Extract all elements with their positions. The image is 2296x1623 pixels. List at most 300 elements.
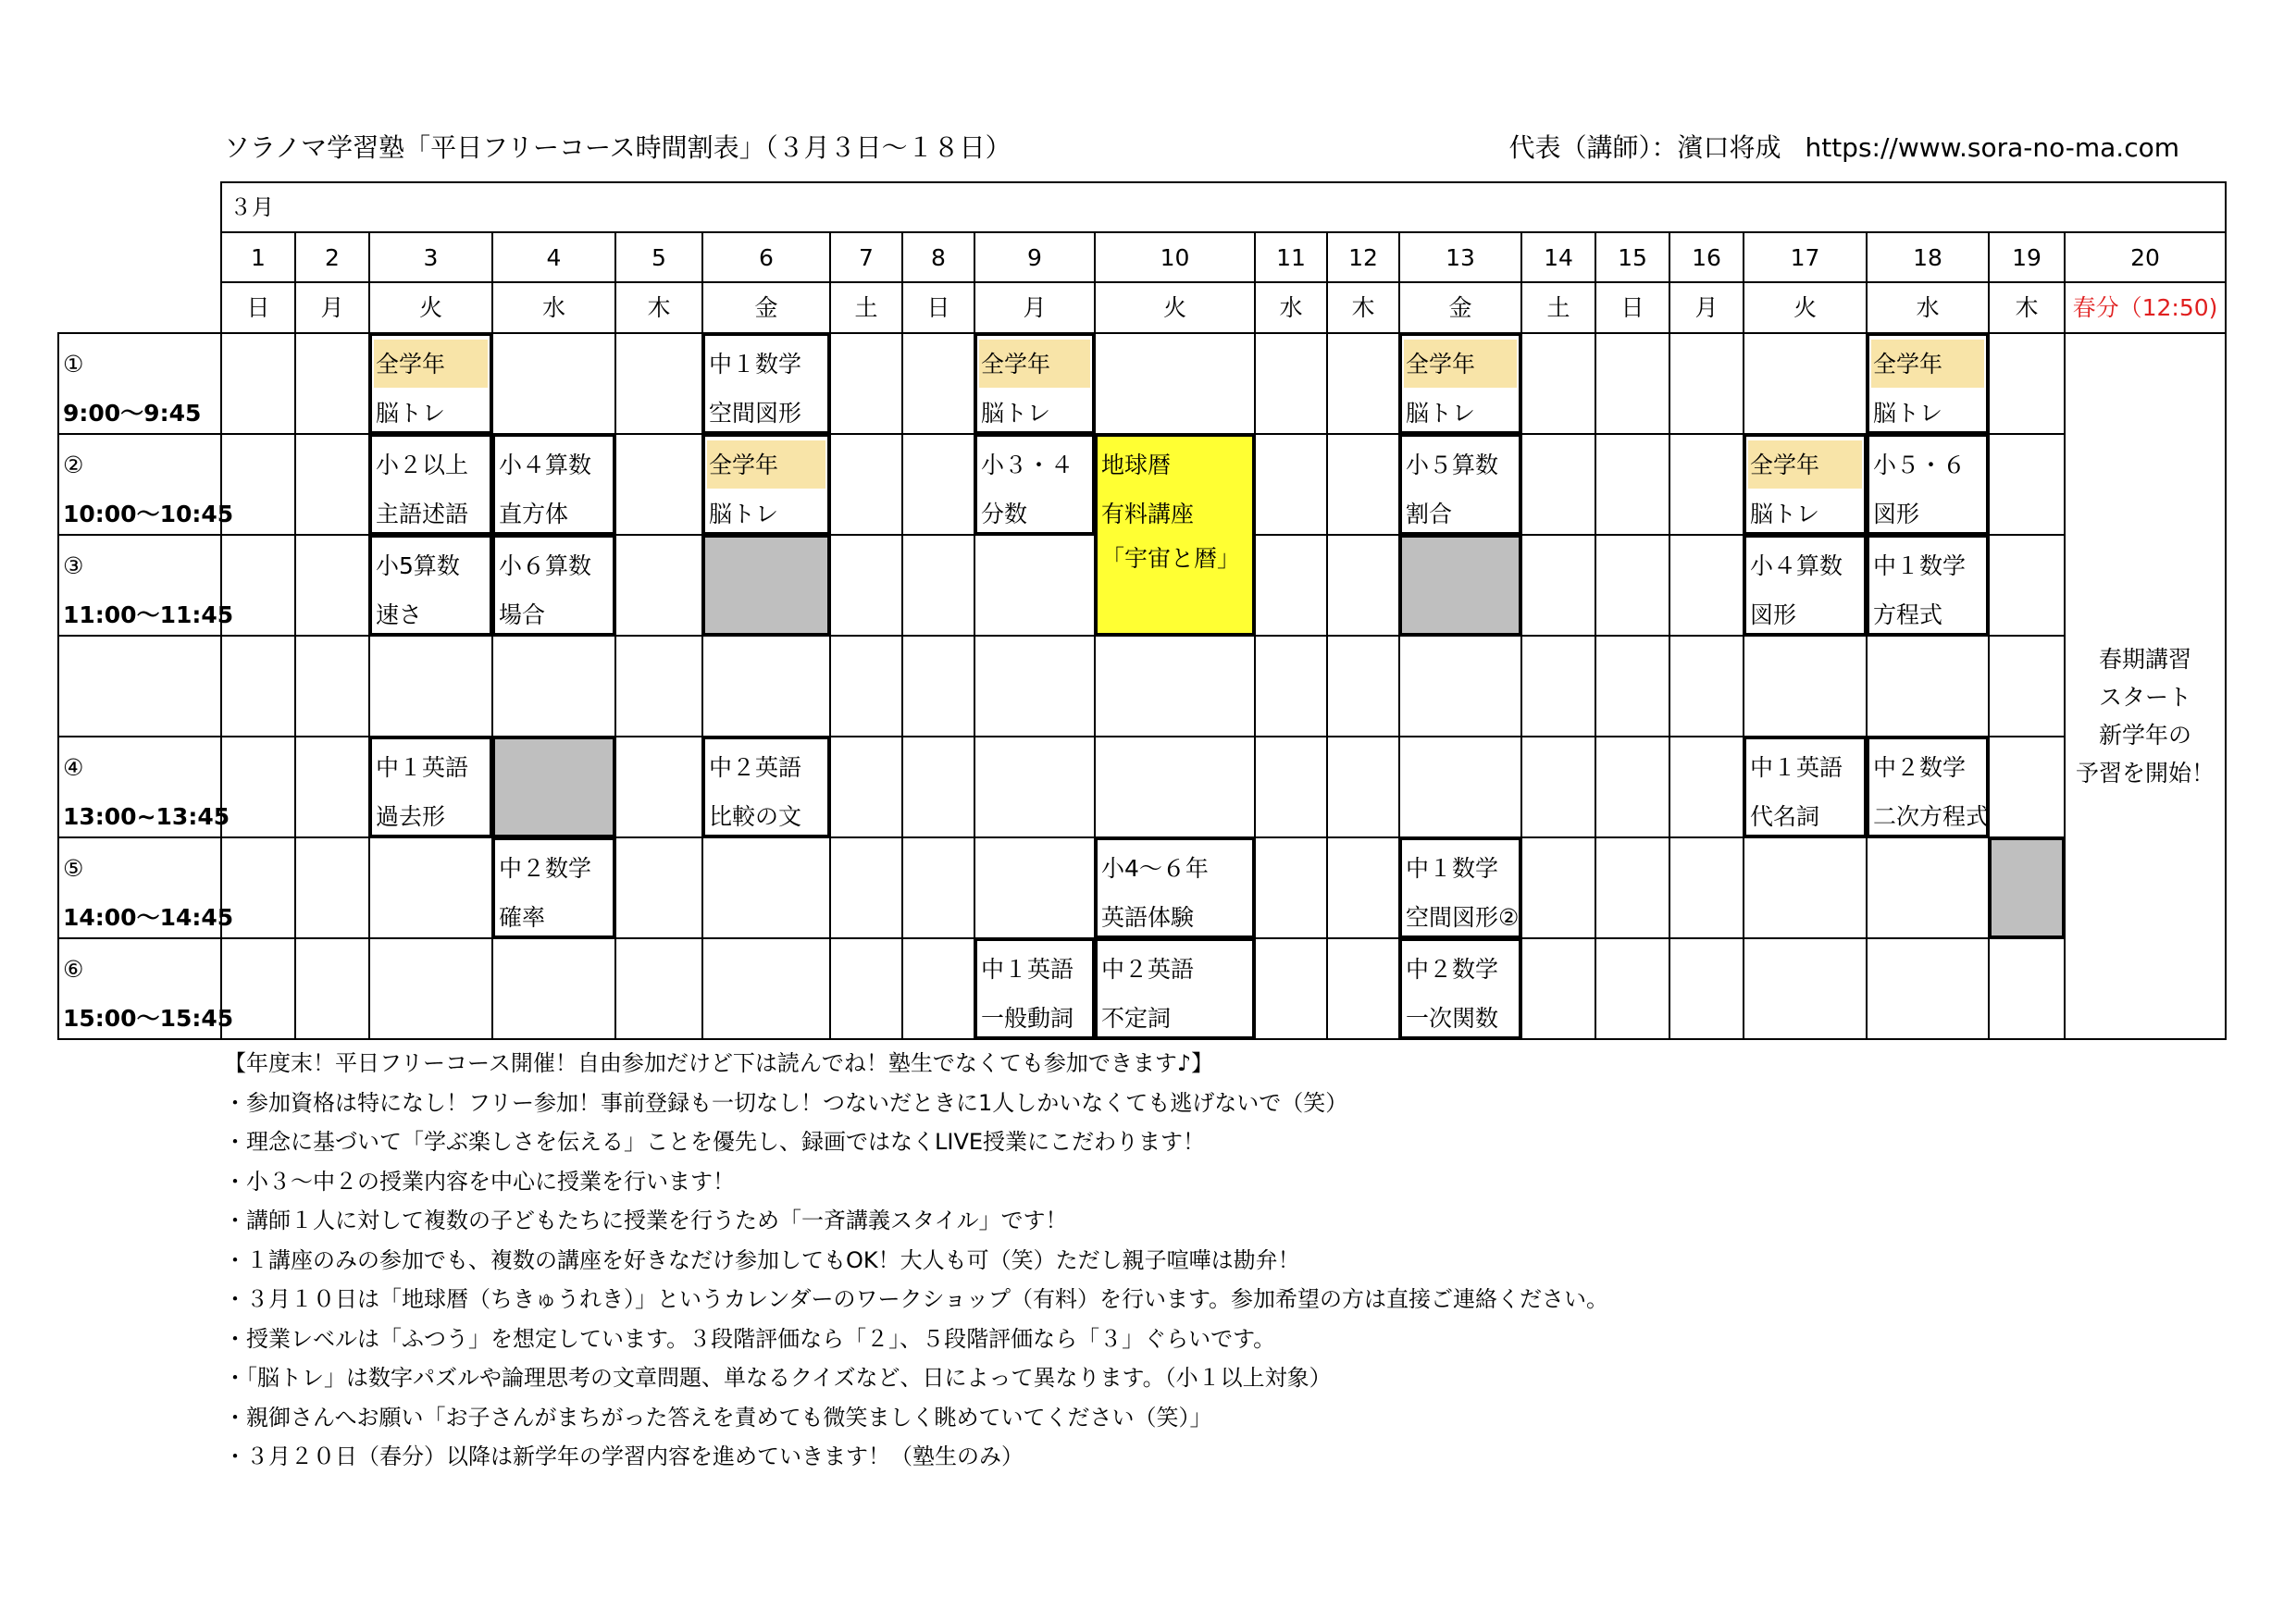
timetable-cell [296,435,370,536]
session-title: 中１数学 [1873,552,1967,579]
day-number-label: 5 [652,243,666,271]
timetable-cell [616,334,703,435]
session-topic: 主語述語 [376,501,469,527]
timetable-cell [1990,637,2066,737]
timetable-cell [1990,939,2066,1040]
timetable-cell [1670,737,1744,838]
timetable-cell [1256,939,1328,1040]
timetable-cell [1868,838,1990,939]
day-number [831,233,903,283]
timetable-cell [903,737,975,838]
timetable-cell [1328,737,1400,838]
timetable-cell [222,334,296,435]
day-number [1744,233,1868,283]
session-topic: 英語体験 [1101,904,1195,931]
timetable-cell [296,334,370,435]
session-topic: 「宇宙と暦」 [1101,545,1241,572]
class-session[interactable] [1866,736,1990,838]
day-number-label: 13 [1446,243,1475,271]
weekday [1522,283,1596,334]
class-session[interactable] [491,534,616,637]
session-topic: 空間図形 [709,400,802,427]
period-time: 11:00〜11:45 [63,601,234,628]
weekday-label: 月 [320,294,344,321]
timetable-cell [975,536,1096,637]
session-topic: 過去形 [376,803,446,830]
class-session[interactable] [491,836,616,939]
timetable-cell [1328,838,1400,939]
timetable-cell [1744,334,1868,435]
timetable-cell [616,737,703,838]
timetable-cell [831,737,903,838]
timetable-cell [1990,435,2066,536]
session-topic: 速さ [376,601,423,628]
timetable-cell [1522,334,1596,435]
timetable-cell [1256,737,1328,838]
session-topic: 有料講座 [1101,501,1195,527]
day-number-label: 10 [1160,243,1190,271]
class-session[interactable] [1094,836,1256,939]
timetable-cell [296,939,370,1040]
session-topic: 脳トレ [981,400,1051,427]
timetable-cell [1670,536,1744,637]
period-label-cell [57,435,234,536]
day-number-label: 9 [1027,243,1042,271]
weekday-label: 木 [1351,294,1375,321]
day-number [1522,233,1596,283]
timetable-cell [1596,939,1670,1040]
class-session[interactable] [701,736,831,838]
timetable-cell [222,838,296,939]
class-session[interactable] [1398,332,1522,435]
class-session[interactable] [1866,433,1990,536]
day-number-label: 6 [759,243,774,271]
weekday-label: 日 [246,294,270,321]
session-title: 小２以上 [376,452,469,478]
spring-start-note [2066,334,2227,1040]
month-label: ３月 [230,194,274,220]
timetable-cell [296,838,370,939]
period-number: ⑤ [63,855,84,882]
day-number [975,233,1096,283]
timetable-cell [903,334,975,435]
period-number: ③ [63,552,84,579]
timetable-cell [1596,536,1670,637]
session-title: 中１英語 [981,956,1074,983]
period-time: 10:00〜10:45 [63,501,234,527]
day-number-label: 17 [1790,243,1820,271]
session-topic: 図形 [1750,601,1797,628]
timetable-cell [1328,637,1400,737]
period-time: 14:00〜14:45 [63,904,234,931]
note-item: ・理念に基づいて「学ぶ楽しさを伝える」ことを優先し、録画ではなくLIVE授業にこだわります！ [224,1129,1206,1155]
timetable-cell [1670,939,1744,1040]
timetable-cell [975,737,1096,838]
weekday-label: 木 [647,294,671,321]
period-label-cell [57,737,230,838]
class-session[interactable] [1094,937,1256,1040]
timetable-cell [1328,536,1400,637]
timetable-cell [222,939,296,1040]
timetable-cell [296,737,370,838]
note-item: ・講師１人に対して複数の子どもたちに授業を行うため「一斉講義スタイル」です！ [224,1208,1068,1233]
note-item: ・小３〜中２の授業内容を中心に授業を行います！ [224,1168,735,1195]
weekday-label: 木 [2015,294,2039,321]
weekday-label: 日 [926,294,950,321]
weekday-label: 春分（12:50) [2072,294,2218,321]
session-topic: 場合 [499,601,546,628]
session-topic: 分数 [981,501,1028,527]
session-title: 地球暦 [1101,452,1172,478]
timetable-cell [222,737,296,838]
weekday-label: 水 [1916,294,1940,321]
session-topic: 二次方程式 [1873,803,1990,830]
weekday [1096,283,1256,334]
weekday [1990,283,2066,334]
unavailable-slot [1398,534,1522,637]
weekday-label: 土 [854,294,878,321]
class-session[interactable] [1743,736,1868,838]
timetable-cell [222,435,296,536]
session-topic: 一般動詞 [981,1005,1074,1032]
spring-note-line: 予習を開始！ [2075,760,2215,787]
session-title: 全学年 [1750,452,1820,478]
timetable-cell [616,435,703,536]
day-number [1096,233,1256,283]
weekday-label: 火 [418,294,442,321]
day-number [703,233,831,283]
class-session[interactable] [368,534,493,637]
session-topic: 脳トレ [1750,501,1820,527]
note-item: ・３月２０日（春分）以降は新学年の学習内容を進めていきます！（塾生のみ） [224,1443,1024,1469]
timetable-cell [1256,637,1328,737]
day-number-label: 18 [1913,243,1942,271]
class-session[interactable] [701,433,831,536]
session-topic: 一次関数 [1406,1005,1499,1032]
day-number [1256,233,1328,283]
day-number [222,233,296,283]
weekday-label: 土 [1546,294,1570,321]
timetable-cell [1328,939,1400,1040]
weekday-label: 火 [1793,294,1817,321]
timetable-cell [1744,637,1868,737]
session-title: 小４算数 [1750,552,1843,579]
weekday [370,283,493,334]
session-topic: 脳トレ [1406,400,1476,427]
period-time: 15:00〜15:45 [63,1005,234,1032]
class-session[interactable] [1398,433,1522,536]
session-title: 小６算数 [499,552,592,579]
timetable-cell [903,536,975,637]
session-topic: 図形 [1873,501,1920,527]
session-topic: 脳トレ [1873,400,1943,427]
session-title: 小４算数 [499,452,592,478]
timetable-cell [831,637,903,737]
timetable-cell [1868,939,1990,1040]
day-number [1596,233,1670,283]
session-title: 中２数学 [1406,956,1499,983]
timetable-cell [903,435,975,536]
session-title: 小５算数 [1406,452,1499,478]
session-title: 中１英語 [1750,754,1843,781]
note-item: ・授業レベルは「ふつう」を想定しています。３段階評価なら「２」、５段階評価なら「３」ぐらいです。 [224,1325,1276,1352]
timetable-cell [296,637,370,737]
note-item: ・１講座のみの参加でも、複数の講座を好きなだけ参加してもOK！大人も可（笑）ただし親子喧嘩は勘弁！ [224,1246,1300,1273]
class-session[interactable] [491,433,616,536]
day-number-label: 8 [931,243,946,271]
class-session[interactable] [1866,534,1990,637]
session-title: 中２数学 [499,855,592,882]
timetable-cell [1400,737,1522,838]
timetable-cell [493,334,616,435]
timetable-cell [831,536,903,637]
weekday [975,283,1096,334]
representative-name: 代表（講師）：濱口将成 [1508,132,1781,163]
session-title: 全学年 [981,351,1051,378]
note-item: ・親御さんへお願い「お子さんがまちがった答えを責めても微笑ましく眺めていてください（笑）」 [224,1404,1212,1431]
timetable-cell [831,939,903,1040]
day-number-label: 12 [1348,243,1378,271]
class-session[interactable] [368,332,493,435]
weekday-label: 水 [541,294,565,321]
timetable-cell [903,637,975,737]
day-number [493,233,616,283]
timetable-cell [1670,435,1744,536]
day-number [1990,233,2066,283]
weekday [1400,283,1522,334]
timetable-cell [1596,737,1670,838]
weekday [1328,283,1400,334]
timetable-cell [703,939,831,1040]
timetable-cell [1670,637,1744,737]
period-label-cell [57,838,234,939]
timetable-cell [831,838,903,939]
class-session[interactable] [368,736,493,838]
day-number [616,233,703,283]
timetable-cell [903,939,975,1040]
session-topic: 確率 [499,904,546,931]
class-session[interactable] [1743,433,1868,536]
timetable-cell [1522,435,1596,536]
class-session[interactable] [974,332,1096,435]
timetable-cell [1328,435,1400,536]
timetable-cell [1400,637,1522,737]
period-number: ④ [63,754,84,781]
day-number [1868,233,1990,283]
weekday [1256,283,1328,334]
class-session[interactable] [974,433,1096,536]
timetable-cell [903,838,975,939]
spring-note-text [2066,640,2225,792]
session-title: 中２英語 [1101,956,1195,983]
weekday [903,283,975,334]
session-title: 全学年 [709,452,779,478]
weekday [493,283,616,334]
class-session[interactable] [1866,332,1990,435]
timetable-cell [1990,536,2066,637]
timetable-cell [1096,334,1256,435]
class-session[interactable] [1398,836,1522,939]
timetable-cell [1744,939,1868,1040]
timetable-cell [1744,838,1868,939]
class-session[interactable] [368,433,493,536]
timetable-cell [222,637,296,737]
period-time: 9:00〜9:45 [63,400,202,427]
day-number [296,233,370,283]
month-header [222,181,2227,233]
period-label-cell [57,334,222,435]
note-item: ・「脳トレ」は数字パズルや論理思考の文章問題、単なるクイズなど、日によって異なります。（小１以上対象） [224,1365,1332,1391]
session-title: 中２英語 [709,754,802,781]
timetable-cell [1868,637,1990,737]
weekday [831,283,903,334]
timetable-cell [703,637,831,737]
session-topic: 直方体 [499,501,569,527]
session-title: 小4〜６年 [1101,855,1209,882]
weekday [1868,283,1990,334]
session-title: 中２数学 [1873,754,1967,781]
timetable-cell [616,637,703,737]
page-title: ソラノマ学習塾「平日フリーコース時間割表」（３月３日〜１８日） [224,132,1011,163]
note-item: ・参加資格は特になし！フリー参加！事前登録も一切なし！つないだときに1人しかいなくても逃げないで（笑） [224,1089,1348,1116]
session-topic: 空間図形② [1406,904,1520,931]
day-number [2066,233,2227,283]
weekday-label: 火 [1162,294,1186,321]
weekday [703,283,831,334]
weekday [2066,283,2227,334]
session-topic: 脳トレ [709,501,779,527]
unavailable-slot [1988,836,2066,939]
weekday-label: 水 [1279,294,1303,321]
timetable-cell [493,939,616,1040]
notes-heading: 【年度末！平日フリーコース開催！自由参加だけど下は読んでね！塾生でなくても参加できます♪】 [224,1050,1214,1076]
class-session[interactable] [1398,937,1522,1040]
timetable-cell [370,939,493,1040]
day-number-label: 14 [1544,243,1573,271]
timetable-cell [975,637,1096,737]
day-number [1670,233,1744,283]
website-url[interactable]: https://www.sora-no-ma.com [1805,132,2179,163]
period-label-cell [57,637,222,737]
timetable-cell [1522,939,1596,1040]
timetable-cell [1596,334,1670,435]
class-session[interactable] [1743,534,1868,637]
session-topic: 割合 [1406,501,1453,527]
day-number [1400,233,1522,283]
unavailable-slot [491,736,616,838]
spring-note-line: 春期講習 [2098,646,2191,673]
class-session[interactable] [974,937,1096,1040]
timetable-cell [616,838,703,939]
class-session[interactable] [701,332,831,435]
timetable-cell [370,838,493,939]
timetable-cell [296,536,370,637]
period-number: ⑥ [63,956,84,983]
timetable-cell [222,536,296,637]
timetable-cell [1990,334,2066,435]
session-title: 全学年 [1406,351,1476,378]
timetable-cell [493,637,616,737]
timetable-cell [1522,637,1596,737]
timetable-cell [1256,435,1328,536]
session-title: 中１数学 [1406,855,1499,882]
timetable-cell [1596,838,1670,939]
timetable-cell [831,435,903,536]
session-topic: 脳トレ [376,400,446,427]
day-number-label: 19 [2012,243,2042,271]
session-topic: 代名詞 [1750,803,1820,830]
weekday-label: 金 [754,294,778,321]
day-number-label: 15 [1618,243,1647,271]
timetable-cell [1522,737,1596,838]
class-session[interactable] [1094,433,1256,637]
notes-list [224,1044,1608,1477]
timetable-cell [370,637,493,737]
day-number-label: 1 [251,243,266,271]
day-number-label: 20 [2130,243,2160,271]
timetable-cell [1670,334,1744,435]
weekday [1744,283,1868,334]
timetable-cell [1596,637,1670,737]
timetable-cell [1256,334,1328,435]
unavailable-slot [701,534,831,637]
spring-note-line: 新学年の [2098,722,2191,749]
timetable-cell [616,939,703,1040]
timetable-cell [1596,435,1670,536]
weekday [616,283,703,334]
period-time: 13:00~13:45 [63,803,230,830]
timetable-cell [1096,637,1256,737]
period-number: ① [63,351,84,378]
timetable-cell [703,838,831,939]
day-number-label: 4 [546,243,562,271]
timetable-cell [1256,536,1328,637]
weekday [1670,283,1744,334]
day-number [1328,233,1400,283]
session-topic: 方程式 [1873,601,1943,628]
session-title: 小３・４ [981,452,1074,478]
timetable-cell [616,536,703,637]
day-number [903,233,975,283]
period-number: ② [63,452,84,478]
session-title: 中１英語 [376,754,469,781]
timetable-cell [1522,536,1596,637]
weekday-label: 月 [1694,294,1719,321]
day-number-label: 3 [423,243,439,271]
session-title: 全学年 [1873,351,1943,378]
period-label-cell [57,939,234,1040]
timetable-cell [975,838,1096,939]
session-title: 全学年 [376,351,446,378]
weekday [296,283,370,334]
weekday-label: 日 [1620,294,1644,321]
timetable-cell [1096,737,1256,838]
weekday [1596,283,1670,334]
day-number-label: 16 [1692,243,1721,271]
spring-note-line: スタート [2098,684,2191,711]
weekday-label: 月 [1023,294,1047,321]
period-label-cell [57,536,234,637]
session-title: 小5算数 [376,552,460,579]
session-title: 小５・６ [1873,452,1967,478]
timetable-cell [1522,838,1596,939]
day-number-label: 2 [325,243,340,271]
note-item: ・３月１０日は「地球暦（ちきゅうれき）」というカレンダーのワークショップ（有料）を行います。参加希望の方は直接ご連絡ください。 [224,1286,1609,1312]
day-number-label: 7 [859,243,874,271]
day-number [370,233,493,283]
timetable-cell [1670,838,1744,939]
weekday-label: 金 [1448,294,1472,321]
